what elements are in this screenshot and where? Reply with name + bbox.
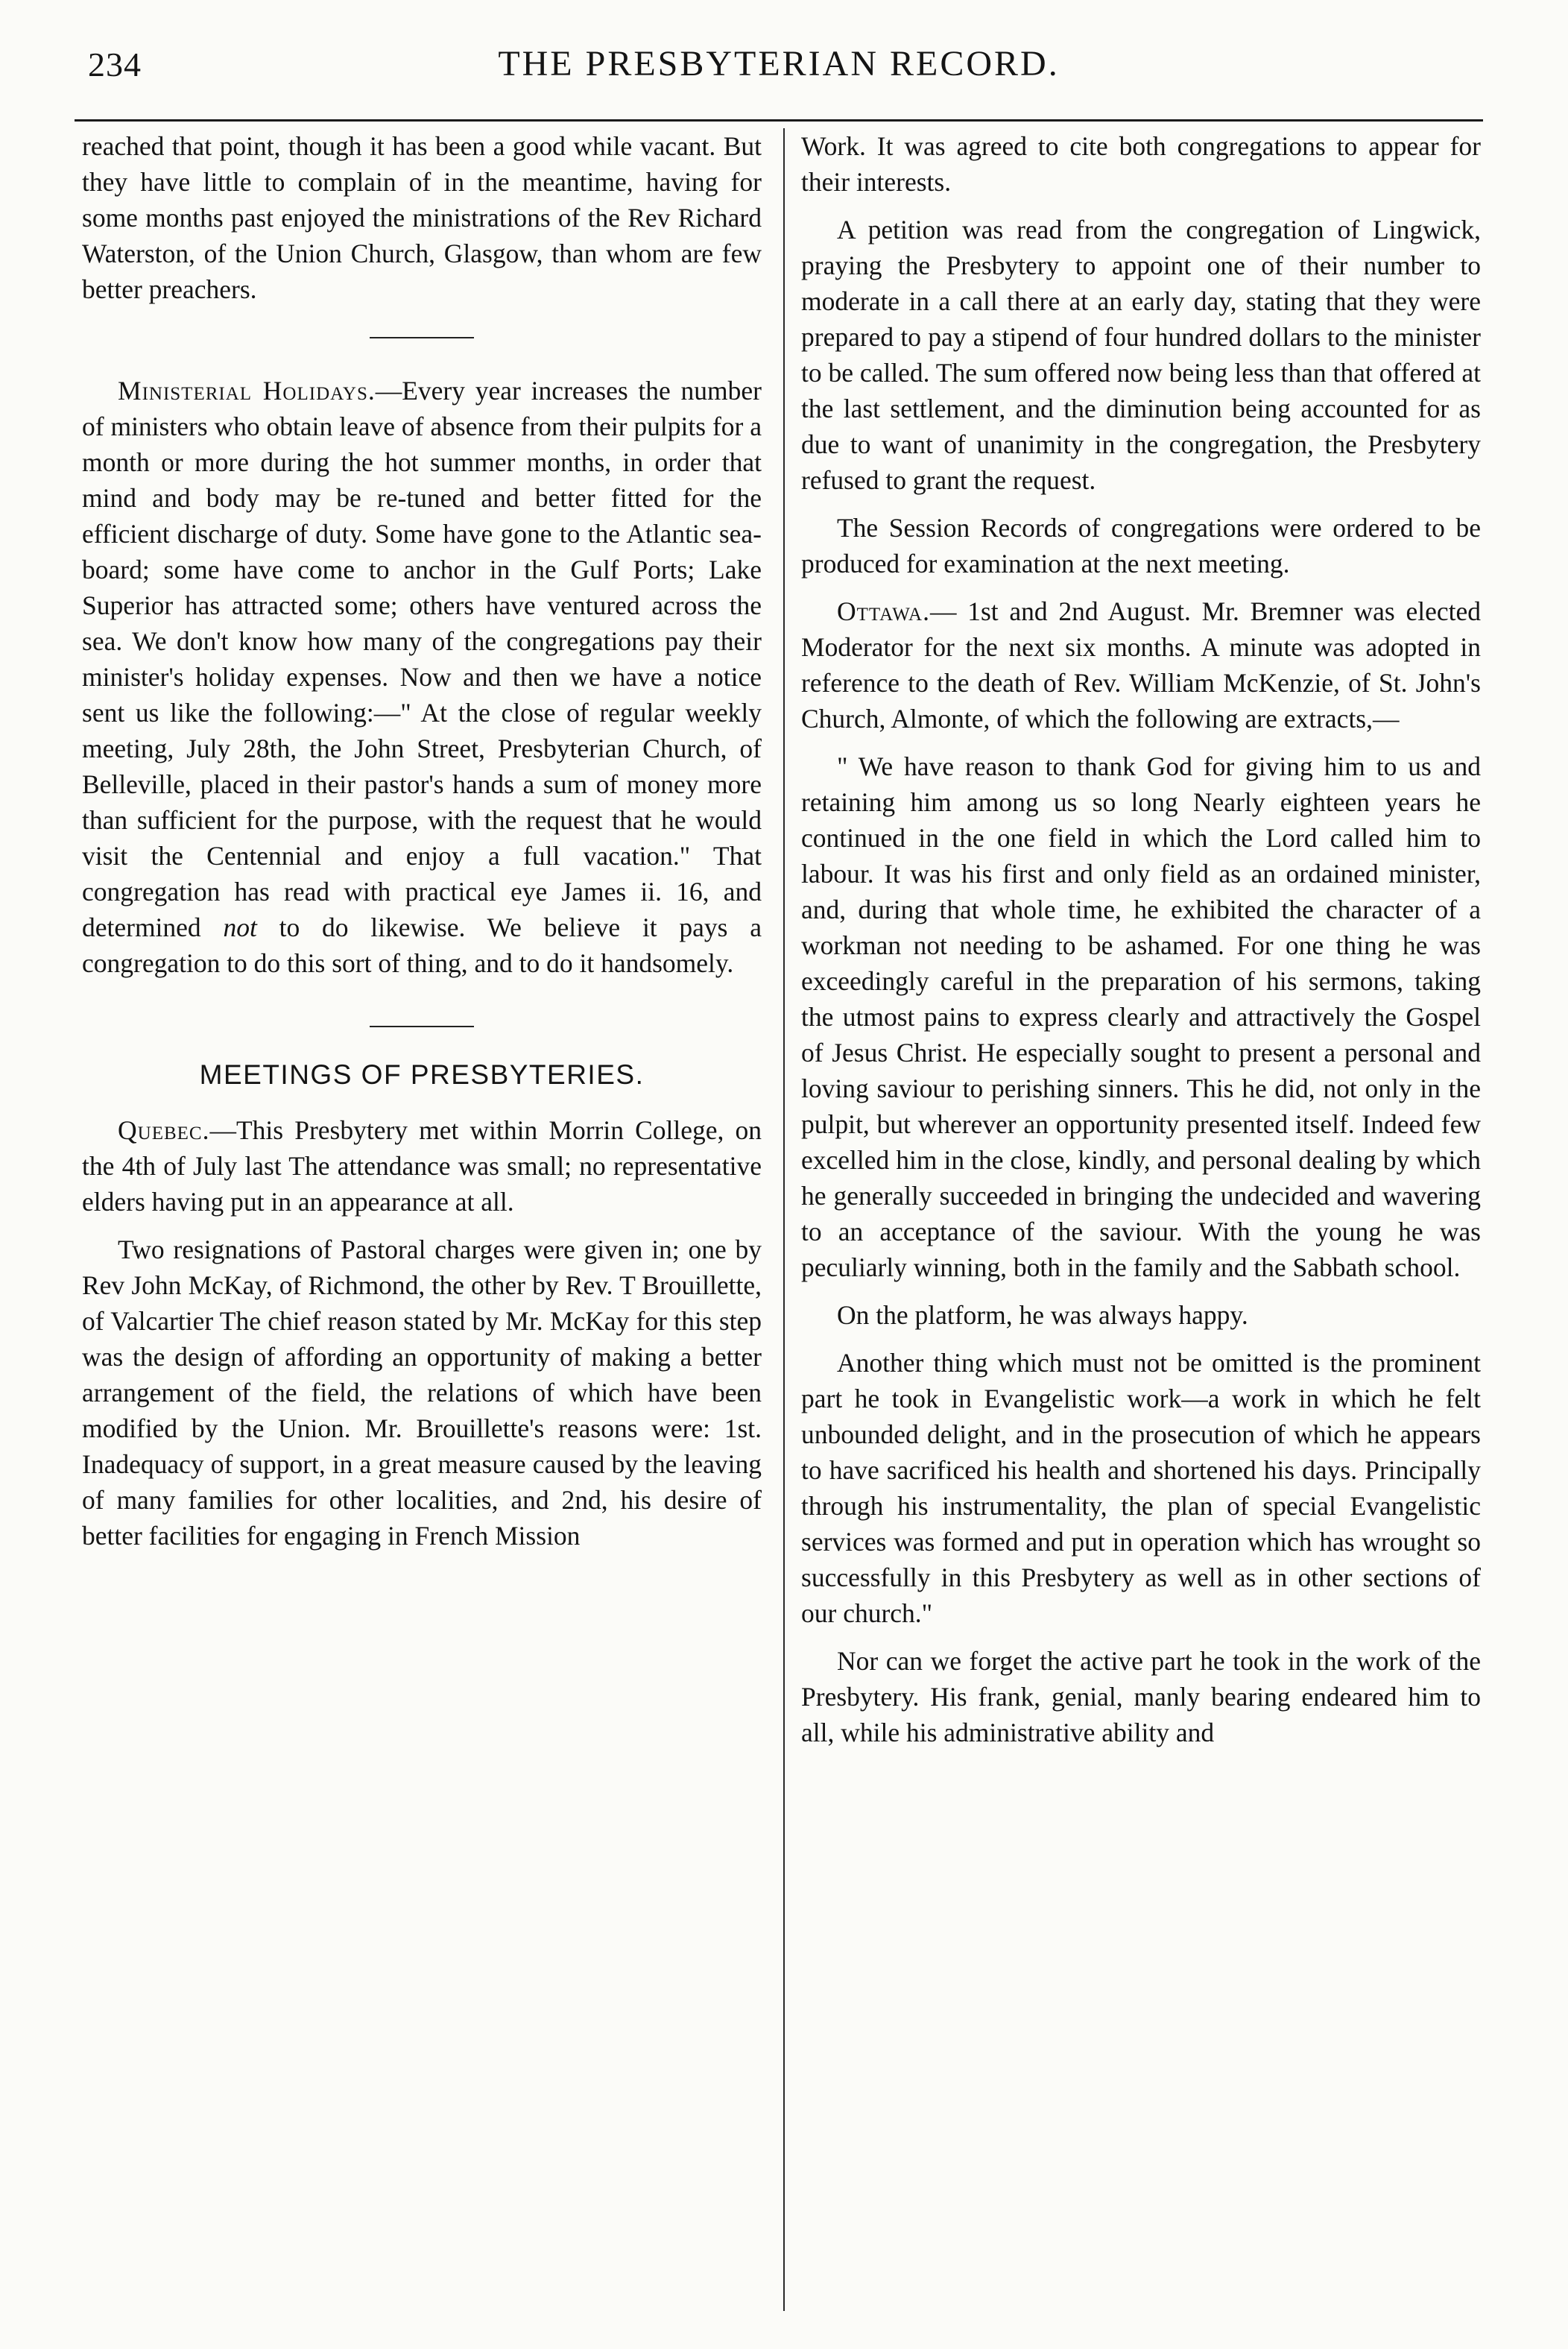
- paragraph-ministerial-holidays: [82, 373, 762, 981]
- quebec-label: Quebec.: [118, 1115, 210, 1145]
- paragraph-quote-mckenzie: " We have reason to thank God for giving him to us and retaining him among us so long Nearly eighteen years he continued in the one field in which the Lord called him to labour. It was his first and only field as an ordained minister, and, during that whole time, he exhibited the character of a workman not needing to be ashamed. For one thing he was exceedingly careful in the preparation of his sermons, taking the utmost pains to express clearly and attractively the Gospel of Jesus Christ. He especially sought to present a personal and loving saviour to perishing sinners. This he did, not only in the pulpit, but wherever an opportunity presented itself. Indeed few excelled him in the close, kindly, and personal dealing by which he generally succeeded in bringing the undecided and wavering to an acceptance of the saviour. With the young he was peculiarly winning, both in the family and the Sabbath school.: [801, 751, 1481, 1282]
- paragraph-quote-platform: On the platform, he was always happy.: [837, 1300, 1248, 1330]
- right-column: [801, 128, 1481, 1762]
- quebec-text: —This Presbytery met within Morrin College, on the 4th of July last The attendance was small; no representative elders having put in an appearance at all.: [82, 1115, 762, 1217]
- page-header: [75, 37, 1483, 122]
- paragraph-work: Work. It was agreed to cite both congregations to appear for their interests.: [801, 131, 1481, 197]
- document-page: [75, 37, 1483, 2318]
- left-column: [82, 128, 762, 1566]
- meetings-of-presbyteries-heading: MEETINGS OF PRESBYTERIES.: [199, 1059, 645, 1090]
- column-divider: [783, 128, 785, 2311]
- ministerial-holidays-heading: Ministerial Holidays.: [118, 376, 376, 406]
- page-number: 234: [88, 45, 142, 83]
- ottawa-label: Ottawa.: [837, 596, 930, 626]
- section-divider: [370, 1026, 474, 1027]
- holidays-text: —Every year increases the number of ministers who obtain leave of absence from their pulpits for a month or more during the hot summer months, in order that mind and body may be re-tuned and better fitted for the efficient discharge of duty. Some have gone to the Atlantic sea-board; some have come to anchor in the Gulf Ports; Lake Superior has attracted some; others have ventured across the sea. We don't know how many of the congregations pay their minister's holiday expenses. Now and then we have a notice sent us like the following:—" At the close of regular weekly meeting, July 28th, the John Street, Presbyterian Church, of Belleville, placed in their pastor's hands a sum of money more than sufficient for the purpose, with the request that he would visit the Centennial and enjoy a full vacation." That congregation has read with practical eye James ii. 16, and determined: [82, 376, 762, 942]
- ottawa-text: — 1st and 2nd August. Mr. Bremner was elected Moderator for the next six months. A minute was adopted in reference to the death of Rev. William McKenzie, of St. John's Church, Almonte, of which the following are extracts,—: [801, 596, 1481, 734]
- paragraph-lingwick-petition: A petition was read from the congregation of Lingwick, praying the Presbytery to appoint one of their number to moderate in a call there at an early day, stating that they were prepared to pay a stipend of four hundred dollars to the minister to be called. The sum offered now being less than that offered at the last settlement, and the diminution being accounted for as due to want of unanimity in the congregation, the Presbytery refused to grant the request.: [801, 215, 1481, 495]
- running-title: THE PRESBYTERIAN RECORD.: [498, 44, 1060, 83]
- paragraph-presbytery-work: Nor can we forget the active part he took in the work of the Presbytery. His frank, genial, manly bearing endeared him to all, while his administrative ability and: [801, 1646, 1481, 1747]
- paragraph-vacancy: reached that point, though it has been a good while vacant. But they have little to complain of in the meantime, having for some months past enjoyed the ministrations of the Rev Richard Waterston, of the Union Church, Glasgow, than whom are few better preachers.: [82, 131, 762, 304]
- two-column-body: [75, 128, 1483, 2318]
- section-divider: [370, 337, 474, 338]
- paragraph-ottawa: [801, 593, 1481, 737]
- holidays-emphasis: not: [223, 912, 257, 942]
- paragraph-resignations: Two resignations of Pastoral charges were given in; one by Rev John McKay, of Richmond, the other by Rev. T Brouillette, of Valcartier The chief reason stated by Mr. McKay for this step was the design of affording an opportunity of making a better arrangement of the field, the relations of which have been modified by the Union. Mr. Brouillette's reasons were: 1st. Inadequacy of support, in a great measure caused by the leaving of many families for other localities, and 2nd, his desire of better facilities for engaging in French Mission: [82, 1235, 762, 1551]
- paragraph-session-records: The Session Records of congregations were ordered to be produced for examination at the next meeting.: [801, 513, 1481, 578]
- holidays-text-end: to do likewise. We believe it pays a congregation to do this sort of thing, and to do it handsomely.: [82, 912, 762, 978]
- paragraph-quote-evangelistic: Another thing which must not be omitted is the prominent part he took in Evangelistic work—a work in which he felt unbounded delight, and in the prosecution of which he appears to have sacrificed his health and shortened his days. Principally through his instrumentality, the plan of special Evangelistic services was formed and put in operation which has wrought so successfully in this Presbytery as well as in other sections of our church.": [801, 1348, 1481, 1628]
- paragraph-quebec: [82, 1112, 762, 1220]
